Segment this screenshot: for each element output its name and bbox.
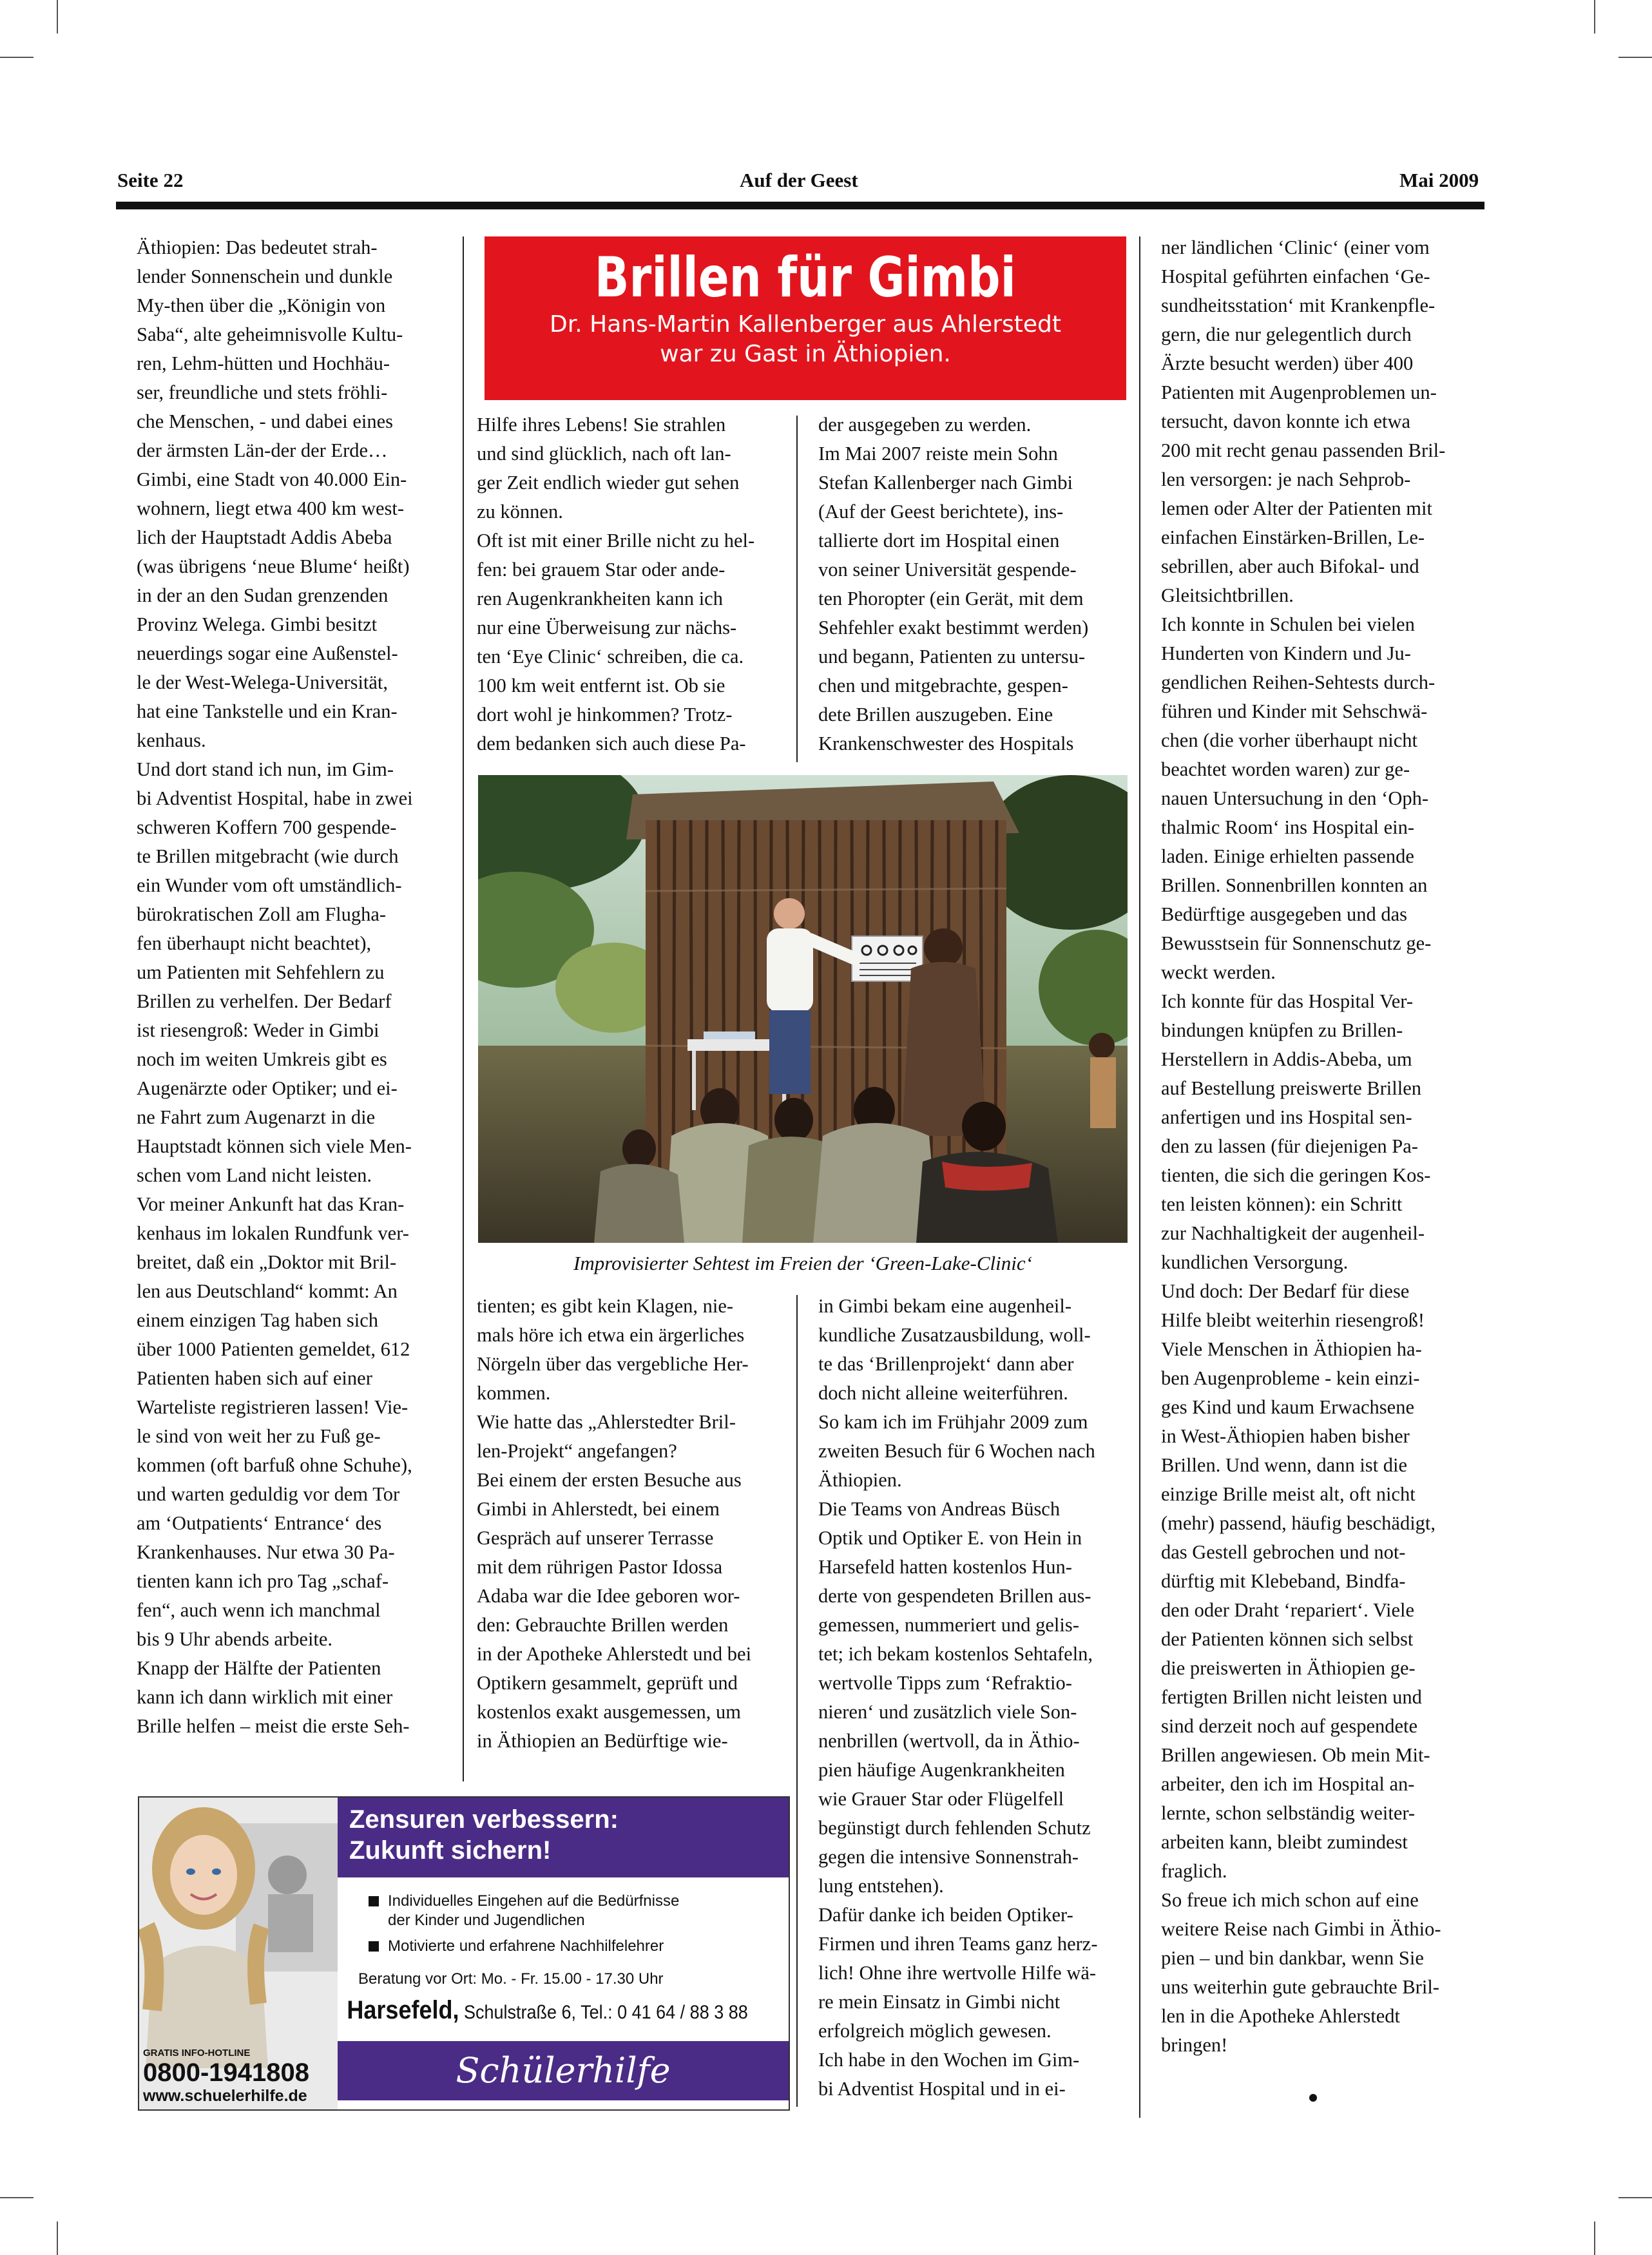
article-photo <box>478 775 1128 1243</box>
photo-caption: Improvisierter Sehtest im Freien der ‘Green-Lake-Clinic‘ <box>573 1252 1032 1274</box>
ad-photo <box>139 1798 338 2109</box>
crop-mark <box>57 2221 58 2255</box>
text-line: My-then über die „Königin von <box>137 294 386 316</box>
text-line: dem bedanken sich auch diese Pa- <box>477 733 746 754</box>
text-line: Saba“, alte geheimnisvolle Kultu- <box>137 323 403 345</box>
text-line: gern, die nur gelegentlich durch <box>1161 323 1412 345</box>
text-line: tet; ich bekam kostenlos Sehtafeln, <box>818 1643 1093 1665</box>
text-line: che Menschen, - und dabei eines <box>137 410 394 432</box>
text-line: Brillen angewiesen. Ob mein Mit- <box>1161 1744 1430 1766</box>
text-line: kann ich dann wirklich mit einer <box>137 1686 393 1708</box>
text-line: len in die Apotheke Ahlerstedt <box>1161 2005 1401 2027</box>
text-line: Bewusstsein für Sonnenschutz ge- <box>1161 932 1432 954</box>
text-line: Gimbi in Ahlerstedt, bei einem <box>477 1498 720 1520</box>
text-line: in West-Äthiopien haben bisher <box>1161 1425 1410 1447</box>
text-line: bringen! <box>1161 2034 1228 2056</box>
text-line: anfertigen und ins Hospital sen- <box>1161 1106 1412 1128</box>
crop-mark <box>0 2197 34 2198</box>
text-line: kundliche Zusatzausbildung, woll- <box>818 1324 1091 1346</box>
text-line: Äthiopien. <box>818 1469 902 1491</box>
issue-date: Mai 2009 <box>1399 169 1479 191</box>
ad-headline <box>338 1798 789 1877</box>
text-line: laden. Einige erhielten passende <box>1161 845 1414 867</box>
text-line: Krankenhauses. Nur etwa 30 Pa- <box>137 1541 395 1563</box>
text-line: schen vom Land nicht leisten. <box>137 1164 372 1186</box>
text-line: fraglich. <box>1161 1860 1227 1882</box>
text-line: Provinz Welega. Gimbi besitzt <box>137 613 378 635</box>
text-line: in Äthiopien an Bedürftige wie- <box>477 1730 728 1752</box>
text-line: kostenlos exakt ausgemessen, um <box>477 1701 741 1723</box>
text-line: tienten; es gibt kein Klagen, nie- <box>477 1295 734 1317</box>
text-line: te Brillen mitgebracht (wie durch <box>137 845 399 867</box>
text-line: über 1000 Patienten gemeldet, 612 <box>137 1338 410 1360</box>
text-line: Patienten haben sich auf einer <box>137 1367 372 1389</box>
text-line: in Gimbi bekam eine augenheil- <box>818 1295 1071 1317</box>
end-bullet <box>1309 2094 1317 2102</box>
schuelerhilfe-logo: Schülerhilfe <box>338 2041 789 2100</box>
text-line: Gespräch auf unserer Terrasse <box>477 1527 714 1549</box>
text-line: hat eine Tankstelle und ein Kran- <box>137 700 398 722</box>
text-line: So freue ich mich schon auf eine <box>1161 1889 1419 1911</box>
text-line: Im Mai 2007 reiste mein Sohn <box>818 443 1058 465</box>
ad-website: www.schuelerhilfe.de <box>143 2087 307 2105</box>
crop-mark <box>1618 2197 1652 2198</box>
bullet-square-icon <box>369 1896 379 1906</box>
text-line: gendlichen Reihen-Sehtests durch- <box>1161 671 1436 693</box>
text-line: sind derzeit noch auf gespendete <box>1161 1715 1418 1737</box>
text-line: uns weiterhin gute gebrauchte Bril- <box>1161 1976 1439 1998</box>
text-line: die preiswerten in Äthiopien ge- <box>1161 1657 1416 1679</box>
text-line: den: Gebrauchte Brillen werden <box>477 1614 729 1636</box>
text-line: arbeiter, den ich im Hospital an- <box>1161 1773 1415 1795</box>
text-line: kommen. <box>477 1382 551 1404</box>
text-line: Brillen zu verhelfen. Der Bedarf <box>137 990 392 1012</box>
text-line: weitere Reise nach Gimbi in Äthio- <box>1161 1918 1441 1940</box>
text-line: Herstellern in Addis-Abeba, um <box>1161 1048 1412 1070</box>
text-line: kenhaus. <box>137 729 206 751</box>
text-line: am ‘Outpatients‘ Entrance‘ des <box>137 1512 382 1534</box>
text-line: len-Projekt“ angefangen? <box>477 1440 677 1462</box>
text-line: auf Bestellung preiswerte Brillen <box>1161 1077 1422 1099</box>
text-line: Brillen. Und wenn, dann ist die <box>1161 1454 1408 1476</box>
text-line: breitet, daß ein „Doktor mit Bril- <box>137 1251 397 1273</box>
text-line: ger Zeit endlich wieder gut sehen <box>477 472 740 494</box>
text-line: Hospital geführten einfachen ‘Ge- <box>1161 265 1430 287</box>
crop-mark <box>57 0 58 34</box>
text-line: ne Fahrt zum Augenarzt in die <box>137 1106 376 1128</box>
crop-mark <box>1618 57 1652 58</box>
crop-mark <box>0 57 34 58</box>
text-line: nauen Untersuchung in den ‘Oph- <box>1161 787 1429 809</box>
text-line: (Auf der Geest berichtete), ins- <box>818 501 1064 523</box>
text-line: Äthiopien: Das bedeutet strah- <box>137 236 378 258</box>
text-line: Stefan Kallenberger nach Gimbi <box>818 472 1073 494</box>
text-line: Ich habe in den Wochen im Gim- <box>818 2049 1080 2071</box>
text-line: chen (die vorher überhaupt nicht <box>1161 729 1418 751</box>
text-line: zu können. <box>477 501 563 523</box>
text-line: Bedürftige ausgegeben und das <box>1161 903 1407 925</box>
text-line: tienten kann ich pro Tag „schaf- <box>137 1570 389 1592</box>
text-line: pien – und bin dankbar, wenn Sie <box>1161 1947 1424 1969</box>
text-line: ist riesengroß: Weder in Gimbi <box>137 1019 379 1041</box>
text-line: Vor meiner Ankunft hat das Kran- <box>137 1193 405 1215</box>
column-separator <box>796 416 798 762</box>
text-line: führen und Kinder mit Sehschwä- <box>1161 700 1428 722</box>
text-line: der Patienten können sich selbst <box>1161 1628 1414 1650</box>
text-line: ges Kind und kaum Erwachsene <box>1161 1396 1415 1418</box>
article-column-2-bottom <box>477 1292 785 1756</box>
text-line: Harsefeld hatten kostenlos Hun- <box>818 1556 1072 1578</box>
text-line: Viele Menschen in Äthiopien ha- <box>1161 1338 1422 1360</box>
text-line: Bei einem der ersten Besuche aus <box>477 1469 742 1491</box>
text-line: nur eine Überweisung zur nächs- <box>477 617 737 638</box>
text-line: Und doch: Der Bedarf für diese <box>1161 1280 1410 1302</box>
text-line: Ärzte besucht werden) über 400 <box>1161 352 1414 374</box>
text-line: bindungen knüpfen zu Brillen- <box>1161 1019 1403 1041</box>
ad-city: Harsefeld, <box>347 1996 459 2024</box>
ad-street-phone: Schulstraße 6, Tel.: 0 41 64 / 88 3 88 <box>459 2002 748 2023</box>
text-line: ser, freundliche und stets fröhli- <box>137 381 388 403</box>
text-line: weckt werden. <box>1161 961 1276 983</box>
crop-mark <box>1594 0 1595 34</box>
text-line: 200 mit recht genau passenden Bril- <box>1161 439 1446 461</box>
text-line: einzige Brille meist alt, oft nicht <box>1161 1483 1416 1505</box>
ad-address <box>338 1996 748 2025</box>
text-line: Brille helfen – meist die erste Seh- <box>137 1715 410 1737</box>
text-line: lich! Ohne ihre wertvolle Hilfe wä- <box>818 1962 1097 1984</box>
text-line: ein Wunder vom oft umständlich- <box>137 874 402 896</box>
text-line: nenbrillen (wertvoll, da in Äthio- <box>818 1730 1080 1752</box>
text-line: re mein Einsatz in Gimbi nicht <box>818 1991 1061 2013</box>
text-line: in der Apotheke Ahlerstedt und bei <box>477 1643 752 1665</box>
text-line: und sind glücklich, nach oft lan- <box>477 443 731 465</box>
text-line: Optik und Optiker E. von Hein in <box>818 1527 1082 1549</box>
text-line: fertigten Brillen nicht leisten und <box>1161 1686 1422 1708</box>
text-line: in der an den Sudan grenzenden <box>137 584 389 606</box>
hotline-block <box>143 2048 309 2106</box>
text-line: Firmen und ihren Teams ganz herz- <box>818 1933 1098 1955</box>
text-line: (was übrigens ‘neue Blume‘ heißt) <box>137 555 410 577</box>
column-separator <box>463 236 464 1781</box>
headline-banner <box>485 236 1126 400</box>
text-line: Hauptstadt können sich viele Men- <box>137 1135 412 1157</box>
text-line: Ich konnte für das Hospital Ver- <box>1161 990 1413 1012</box>
text-line: das Gestell gebrochen und not- <box>1161 1541 1406 1563</box>
text-line: zweiten Besuch für 6 Wochen nach <box>818 1440 1095 1462</box>
headline-title: Brillen für Gimbi <box>594 245 1017 310</box>
text-line: doch nicht alleine weiterführen. <box>818 1382 1068 1404</box>
article-column-4 <box>1161 233 1469 2060</box>
crop-mark <box>1594 2221 1595 2255</box>
text-line: (mehr) passend, häufig beschädigt, <box>1161 1512 1436 1534</box>
text-line: mals höre ich etwa ein ärgerliches <box>477 1324 745 1346</box>
text-line: sebrillen, aber auch Bifokal- und <box>1161 555 1419 577</box>
text-line: kenhaus im lokalen Rundfunk ver- <box>137 1222 409 1244</box>
text-line: Knapp der Hälfte der Patienten <box>137 1657 381 1679</box>
ad-bullet-text: der Kinder und Jugendlichen <box>388 1912 585 1929</box>
text-line: le sind von weit her zu Fuß ge- <box>137 1425 381 1447</box>
text-line: 100 km weit entfernt ist. Ob sie <box>477 675 725 696</box>
text-line: einfachen Einstärken-Brillen, Le- <box>1161 526 1425 548</box>
text-line: Brillen. Sonnenbrillen konnten an <box>1161 874 1428 896</box>
text-line: ten ‘Eye Clinic‘ schreiben, die ca. <box>477 646 744 667</box>
text-line: der ärmsten Län-der der Erde… <box>137 439 388 461</box>
text-line: wie Grauer Star oder Flügelfell <box>818 1788 1064 1810</box>
ad-headline-line-2: Zukunft sichern! <box>349 1836 552 1865</box>
text-line: Gleitsichtbrillen. <box>1161 584 1294 606</box>
text-line: den oder Draht ‘repariert‘. Viele <box>1161 1599 1415 1621</box>
text-line: Dafür danke ich beiden Optiker- <box>818 1904 1073 1926</box>
text-line: beachtet worden waren) zur ge- <box>1161 758 1410 780</box>
text-line: neuerdings sogar eine Außenstel- <box>137 642 398 664</box>
text-line: Adaba war die Idee geboren wor- <box>477 1585 740 1607</box>
text-line: dürftig mit Klebeband, Bindfa- <box>1161 1570 1406 1592</box>
text-line: schweren Koffern 700 gespende- <box>137 816 397 838</box>
text-line: fen überhaupt nicht beachtet), <box>137 932 372 954</box>
eye-test-scene-illustration <box>478 775 1128 1243</box>
headline-subtitle-2: war zu Gast in Äthiopien. <box>660 341 951 367</box>
text-line: ben Augenprobleme - kein einzi- <box>1161 1367 1420 1389</box>
text-line: bi Adventist Hospital und in ei- <box>818 2078 1066 2100</box>
text-line: dete Brillen auszugeben. Eine <box>818 704 1053 725</box>
text-line: tienten, die sich die geringen Kos- <box>1161 1164 1431 1186</box>
text-line: Hunderten von Kindern und Ju- <box>1161 642 1411 664</box>
ad-bullet <box>338 1892 789 1930</box>
text-line: bis 9 Uhr abends arbeite. <box>137 1628 333 1650</box>
text-line: von seiner Universität gespende- <box>818 559 1077 581</box>
text-line: bi Adventist Hospital, habe in zwei <box>137 787 413 809</box>
article-column-3-top <box>818 410 1126 758</box>
text-line: fen“, auch wenn ich manchmal <box>137 1599 381 1621</box>
text-line: tallierte dort im Hospital einen <box>818 530 1060 552</box>
text-line: Augenärzte oder Optiker; und ei- <box>137 1077 398 1099</box>
header-rule <box>116 202 1484 209</box>
text-line: gemessen, nummeriert und gelis- <box>818 1614 1079 1636</box>
ad-bullet-text: Motivierte und erfahrene Nachhilfelehrer <box>388 1937 664 1955</box>
tutoring-advertisement <box>138 1796 790 2111</box>
column-separator <box>796 1295 798 2107</box>
text-line: lemen oder Alter der Patienten mit <box>1161 497 1432 519</box>
text-line: den zu lassen (für diejenigen Pa- <box>1161 1135 1418 1157</box>
text-line: thalmic Room‘ ins Hospital ein- <box>1161 816 1415 838</box>
text-line: bürokratischen Zoll am Flugha- <box>137 903 387 925</box>
text-line: lung entstehen). <box>818 1875 944 1897</box>
text-line: ren, Lehm-hütten und Hochhäu- <box>137 352 390 374</box>
article-column-2-top <box>477 410 785 758</box>
text-line: und begann, Patienten zu untersu- <box>818 646 1086 667</box>
hotline-number: 0800-1941808 <box>143 2058 310 2087</box>
text-line: kundlichen Versorgung. <box>1161 1251 1349 1273</box>
text-line: Nörgeln über das vergebliche Her- <box>477 1353 749 1375</box>
text-line: Gimbi, eine Stadt von 40.000 Ein- <box>137 468 407 490</box>
text-line: chen und mitgebrachte, gespen- <box>818 675 1068 696</box>
text-line: Patienten mit Augenproblemen un- <box>1161 381 1437 403</box>
text-line: ten Phoropter (ein Gerät, mit dem <box>818 588 1084 609</box>
ad-headline-line-1: Zensuren verbessern: <box>349 1805 619 1834</box>
text-line: Ich konnte in Schulen bei vielen <box>1161 613 1415 635</box>
text-line: len aus Deutschland“ kommt: An <box>137 1280 398 1302</box>
text-line: sundheitsstation‘ mit Krankenpfle- <box>1161 294 1436 316</box>
ad-bullet-text: Individuelles Eingehen auf die Bedürfnisse <box>388 1892 680 1910</box>
text-line: und warten geduldig vor dem Tor <box>137 1483 400 1505</box>
text-line: tersucht, davon konnte ich etwa <box>1161 410 1411 432</box>
text-line: wertvolle Tipps zum ‘Refraktio- <box>818 1672 1072 1694</box>
text-line: Wie hatte das „Ahlerstedter Bril- <box>477 1411 736 1433</box>
text-line: kommen (oft barfuß ohne Schuhe), <box>137 1454 412 1476</box>
text-line: le der West-Welega-Universität, <box>137 671 389 693</box>
text-line: gegen die intensive Sonnenstrah- <box>818 1846 1079 1868</box>
text-line: mit dem rührigen Pastor Idossa <box>477 1556 723 1578</box>
text-line: ten leisten können): ein Schritt <box>1161 1193 1403 1215</box>
headline-subtitle-1: Dr. Hans-Martin Kallenberger aus Ahlerstedt <box>550 311 1061 338</box>
text-line: Warteliste registrieren lassen! Vie- <box>137 1396 408 1418</box>
text-line: pien häufige Augenkrankheiten <box>818 1759 1065 1781</box>
text-line: noch im weiten Umkreis gibt es <box>137 1048 387 1070</box>
ad-consultation-hours: Beratung vor Ort: Mo. - Fr. 15.00 - 17.30 Uhr <box>358 1970 664 1988</box>
text-line: dort wohl je hinkommen? Trotz- <box>477 704 733 725</box>
text-line: wohnern, liegt etwa 400 km west- <box>137 497 405 519</box>
article-column-3-bottom <box>818 1292 1126 2104</box>
ad-text-panel <box>338 1798 789 2109</box>
text-line: ner ländlichen ‘Clinic‘ (einer vom <box>1161 236 1430 258</box>
article-column-1 <box>137 233 445 1741</box>
text-line: Sehfehler exakt bestimmt werden) <box>818 617 1089 638</box>
text-line: lich der Hauptstadt Addis Abeba <box>137 526 392 548</box>
text-line: Hilfe bleibt weiterhin riesengroß! <box>1161 1309 1425 1331</box>
text-line: len versorgen: je nach Sehprob- <box>1161 468 1411 490</box>
text-line: der ausgegeben zu werden. <box>818 414 1032 436</box>
text-line: ren Augenkrankheiten kann ich <box>477 588 723 609</box>
text-line: Hilfe ihres Lebens! Sie strahlen <box>477 414 726 436</box>
column-separator <box>1139 236 1140 2118</box>
text-line: um Patienten mit Sehfehlern zu <box>137 961 385 983</box>
text-line: Oft ist mit einer Brille nicht zu hel- <box>477 530 755 552</box>
text-line: te das ‘Brillenprojekt‘ dann aber <box>818 1353 1074 1375</box>
text-line: Krankenschwester des Hospitals <box>818 733 1074 754</box>
text-line: nieren‘ und zusätzlich viele Son- <box>818 1701 1077 1723</box>
text-line: arbeiten kann, bleibt zumindest <box>1161 1831 1408 1853</box>
text-line: Und dort stand ich nun, im Gim- <box>137 758 394 780</box>
text-line: fen: bei grauem Star oder ande- <box>477 559 725 581</box>
text-line: zur Nachhaltigkeit der augenheil- <box>1161 1222 1425 1244</box>
hotline-label: GRATIS INFO-HOTLINE <box>143 2048 251 2058</box>
bullet-square-icon <box>369 1941 379 1952</box>
text-line: So kam ich im Frühjahr 2009 zum <box>818 1411 1088 1433</box>
text-line: Optikern gesammelt, geprüft und <box>477 1672 738 1694</box>
ad-bullet <box>338 1937 789 1956</box>
text-line: derte von gespendeten Brillen aus- <box>818 1585 1091 1607</box>
text-line: begünstigt durch fehlenden Schutz <box>818 1817 1091 1839</box>
text-line: lernte, schon selbständig weiter- <box>1161 1802 1416 1824</box>
text-line: erfolgreich möglich gewesen. <box>818 2020 1052 2042</box>
page-number: Seite 22 <box>117 169 184 191</box>
newspaper-title: Auf der Geest <box>740 169 858 191</box>
text-line: einem einzigen Tag haben sich <box>137 1309 379 1331</box>
text-line: lender Sonnenschein und dunkle <box>137 265 393 287</box>
text-line: Die Teams von Andreas Büsch <box>818 1498 1061 1520</box>
